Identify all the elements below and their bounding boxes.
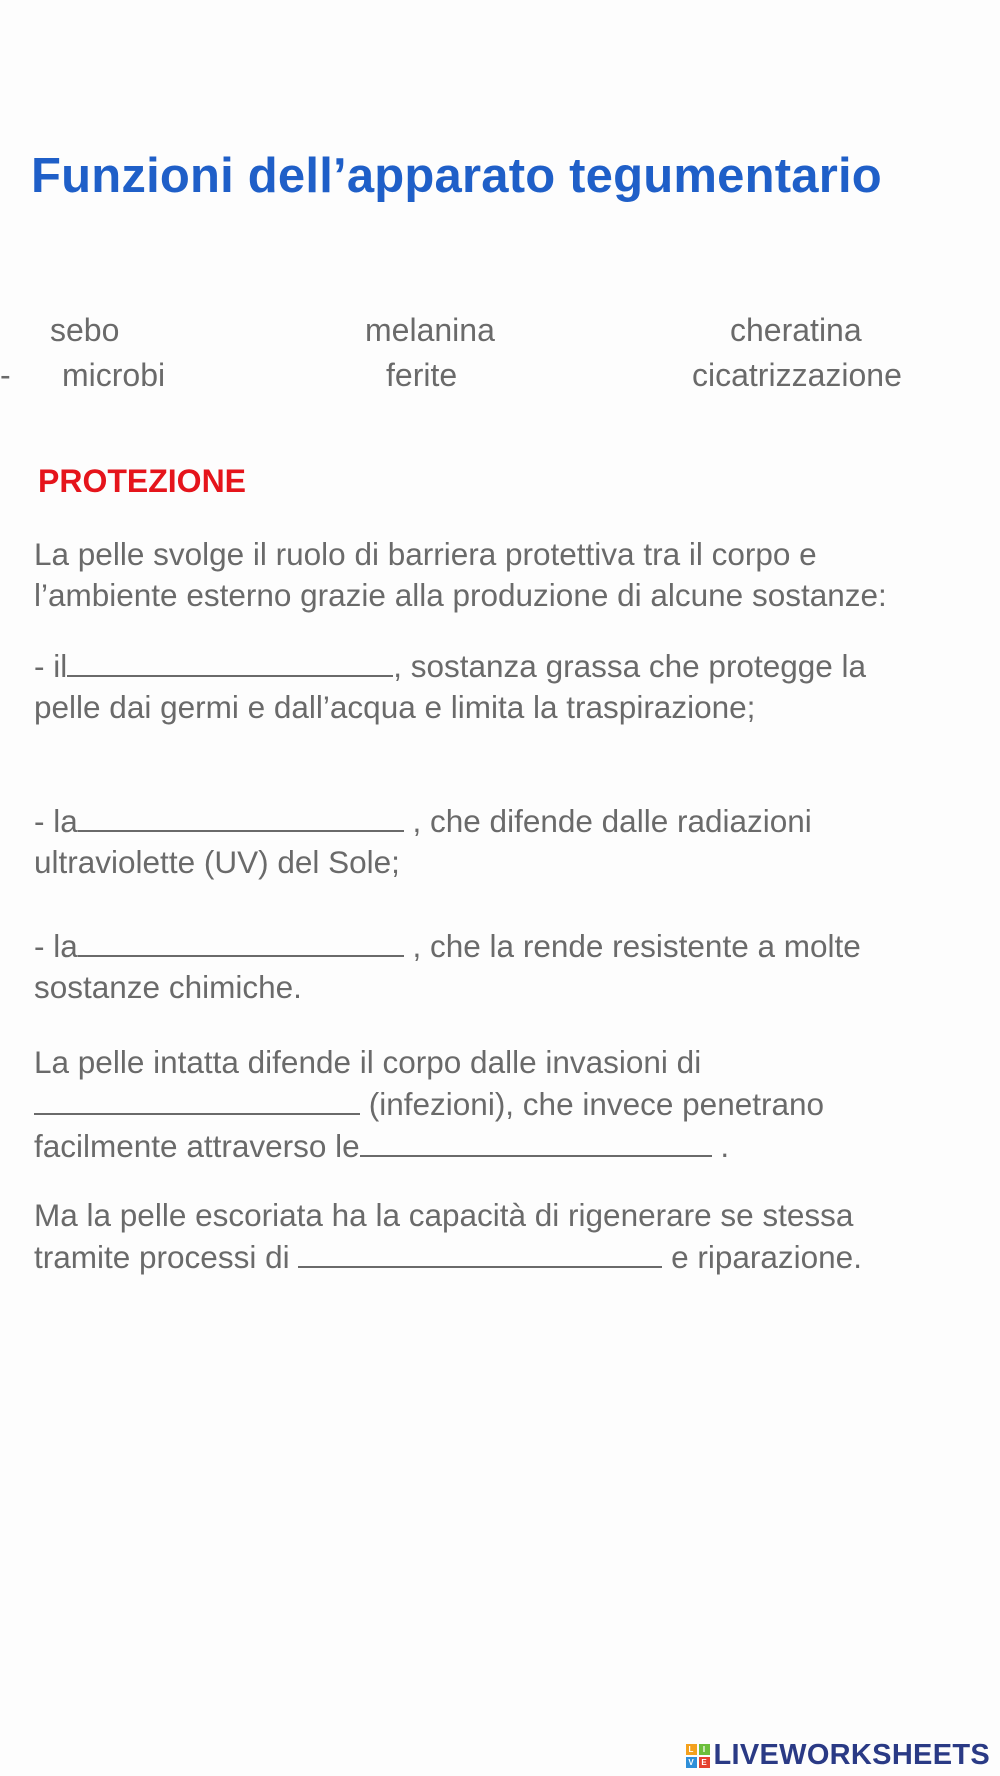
answer-blank-3[interactable] — [78, 925, 404, 957]
word-bank-item: cicatrizzazione — [692, 357, 902, 393]
item-melanina — [34, 800, 984, 883]
liveworksheets-logo[interactable] — [686, 1739, 991, 1772]
section-heading: PROTEZIONE — [38, 463, 247, 499]
item-suffix: , sostanza grassa che protegge la — [393, 648, 867, 684]
answer-blank-1[interactable] — [67, 645, 393, 677]
logo-mark-icon — [686, 1744, 710, 1768]
word-bank-item: ferite — [386, 357, 458, 393]
word-bank-item: sebo — [50, 312, 120, 348]
item-line — [34, 645, 984, 687]
answer-blank-5[interactable] — [360, 1125, 712, 1157]
answer-blank-2[interactable] — [78, 800, 404, 832]
word-bank-item: melanina — [365, 312, 495, 348]
infection-end: . — [711, 1128, 730, 1164]
infection-prefix: facilmente attraverso le — [34, 1128, 360, 1164]
infection-line — [34, 1083, 984, 1125]
item-suffix: , che la rende resistente a molte — [403, 928, 861, 964]
repair-line: Ma la pelle escoriata ha la capacità di rigenerare se stessa — [34, 1197, 854, 1233]
page-title: Funzioni dell’apparato tegumentario — [31, 149, 882, 203]
intro-line: l’ambiente esterno grazie alla produzione di alcune sostanze: — [34, 577, 887, 613]
leading-dash: - — [0, 357, 11, 393]
item-line: sostanze chimiche. — [34, 969, 302, 1005]
repair-suffix: e riparazione. — [662, 1239, 862, 1275]
repair-prefix: tramite processi di — [34, 1239, 299, 1275]
infection-suffix: (infezioni), che invece penetrano — [360, 1086, 825, 1122]
item-line — [34, 800, 984, 842]
infection-paragraph — [34, 1042, 984, 1167]
word-bank-item: cheratina — [730, 312, 862, 348]
logo-letter: I — [699, 1744, 710, 1755]
infection-line: La pelle intatta difende il corpo dalle invasioni di — [34, 1044, 702, 1080]
item-sebo — [34, 645, 984, 728]
item-prefix: - la — [34, 928, 78, 964]
logo-text: LIVEWORKSHEETS — [713, 1739, 990, 1771]
repair-line — [34, 1236, 984, 1278]
item-suffix: , che difende dalle radiazioni — [403, 803, 812, 839]
infection-line — [34, 1125, 984, 1167]
item-line: ultraviolette (UV) del Sole; — [34, 844, 400, 880]
intro-line: La pelle svolge il ruolo di barriera protettiva tra il corpo e — [34, 536, 817, 572]
repair-paragraph — [34, 1195, 984, 1278]
logo-letter: L — [686, 1744, 697, 1755]
answer-blank-6[interactable] — [298, 1236, 662, 1268]
logo-letter: E — [699, 1757, 710, 1768]
logo-letter: V — [686, 1757, 697, 1768]
item-cheratina — [34, 925, 984, 1008]
intro-paragraph — [34, 534, 984, 616]
item-prefix: - il — [34, 648, 68, 684]
word-bank-item: microbi — [62, 357, 166, 393]
item-prefix: - la — [34, 803, 78, 839]
answer-blank-4[interactable] — [34, 1083, 360, 1115]
item-line: pelle dai germi e dall’acqua e limita la traspirazione; — [34, 689, 756, 725]
item-line — [34, 925, 984, 967]
